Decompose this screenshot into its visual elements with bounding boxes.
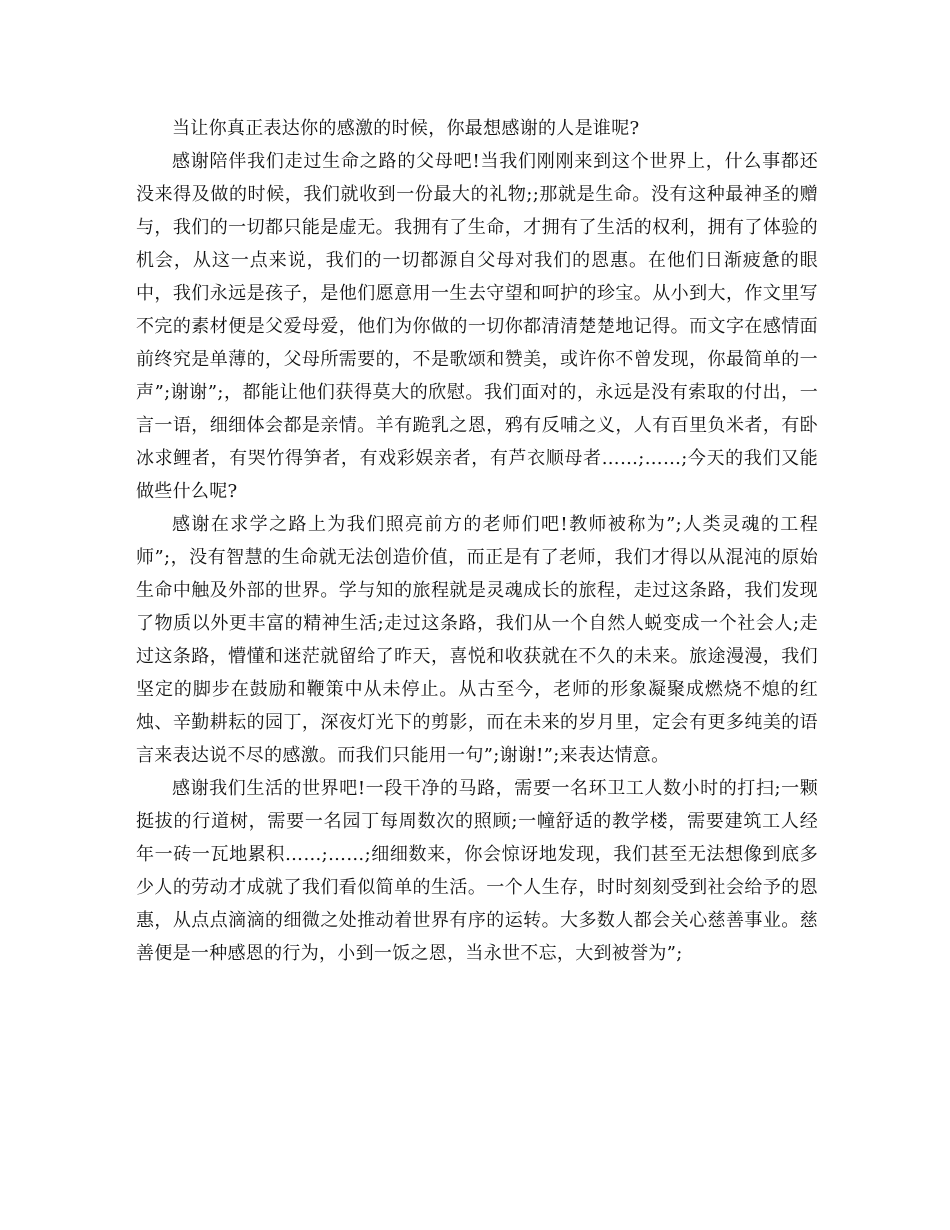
paragraph-question: 当让你真正表达你的感激的时候，你最想感谢的人是谁呢? [172, 118, 640, 139]
paragraph-thank-world: 感谢我们生活的世界吧!一段干净的马路，需要一名环卫工人数小时的打扫;一颗挺拔的行道树，需要一名园丁每周数次的照顾;一幢舒适的教学楼，需要建筑工人经年一砖一瓦地累积……;……;细细数来，你会惊讶地发现，我们甚至无法想像到底多少人的劳动才成就了我们看似简单的生活。一个人生存，时时刻刻受到社会给予的恩惠，从点点滴滴的细微之处推动着世界有序的运转。大多数人都会关心慈善事业。慈善便是一种感恩的行为，小到一饭之恩，当永世不忘，大到被誉为”; [136, 778, 818, 964]
paragraph-thank-parents: 感谢陪伴我们走过生命之路的父母吧!当我们刚刚来到这个世界上，什么事都还没来得及做的时候，我们就收到一份最大的礼物;;那就是生命。没有这种最神圣的赠与，我们的一切都只能是虚无。我拥有了生命，才拥有了生活的权利，拥有了体验的机会，从这一点来说，我们的一切都源自父母对我们的恩惠。在他们日渐疲惫的眼中，我们永远是孩子，是他们愿意用一生去守望和呵护的珍宝。从小到大，作文里写不完的素材便是父爱母爱，他们为你做的一切你都清清楚楚地记得。而文字在感情面前终究是单薄的，父母所需要的，不是歌颂和赞美，或许你不曾发现，你最简单的一声”;谢谢”;，都能让他们获得莫大的欣慰。我们面对的，永远是没有索取的付出，一言一语，细细体会都是亲情。羊有跪乳之恩，鸦有反哺之义，人有百里负米者，有卧冰求鲤者，有哭竹得笋者，有戏彩娱亲者，有芦衣顺母者……;……;今天的我们又能做些什么呢? [136, 151, 818, 502]
paragraph-thank-teachers: 感谢在求学之路上为我们照亮前方的老师们吧!教师被称为”;人类灵魂的工程师”;，没有智慧的生命就无法创造价值，而正是有了老师，我们才得以从混沌的原始生命中触及外部的世界。学与知的旅程就是灵魂成长的旅程，走过这条路，我们发现了物质以外更丰富的精神生活;走过这条路，我们从一个自然人蜕变成一个社会人;走过这条路，懵懂和迷茫就留给了昨天，喜悦和收获就在不久的未来。旅途漫漫，我们坚定的脚步在鼓励和鞭策中从未停止。从古至今，老师的形象凝聚成燃烧不熄的红烛、辛勤耕耘的园丁，深夜灯光下的剪影，而在未来的岁月里，定会有更多纯美的语言来表达说不尽的感激。而我们只能用一句”;谢谢!”;来表达情意。 [136, 514, 818, 766]
document-body [136, 112, 818, 970]
